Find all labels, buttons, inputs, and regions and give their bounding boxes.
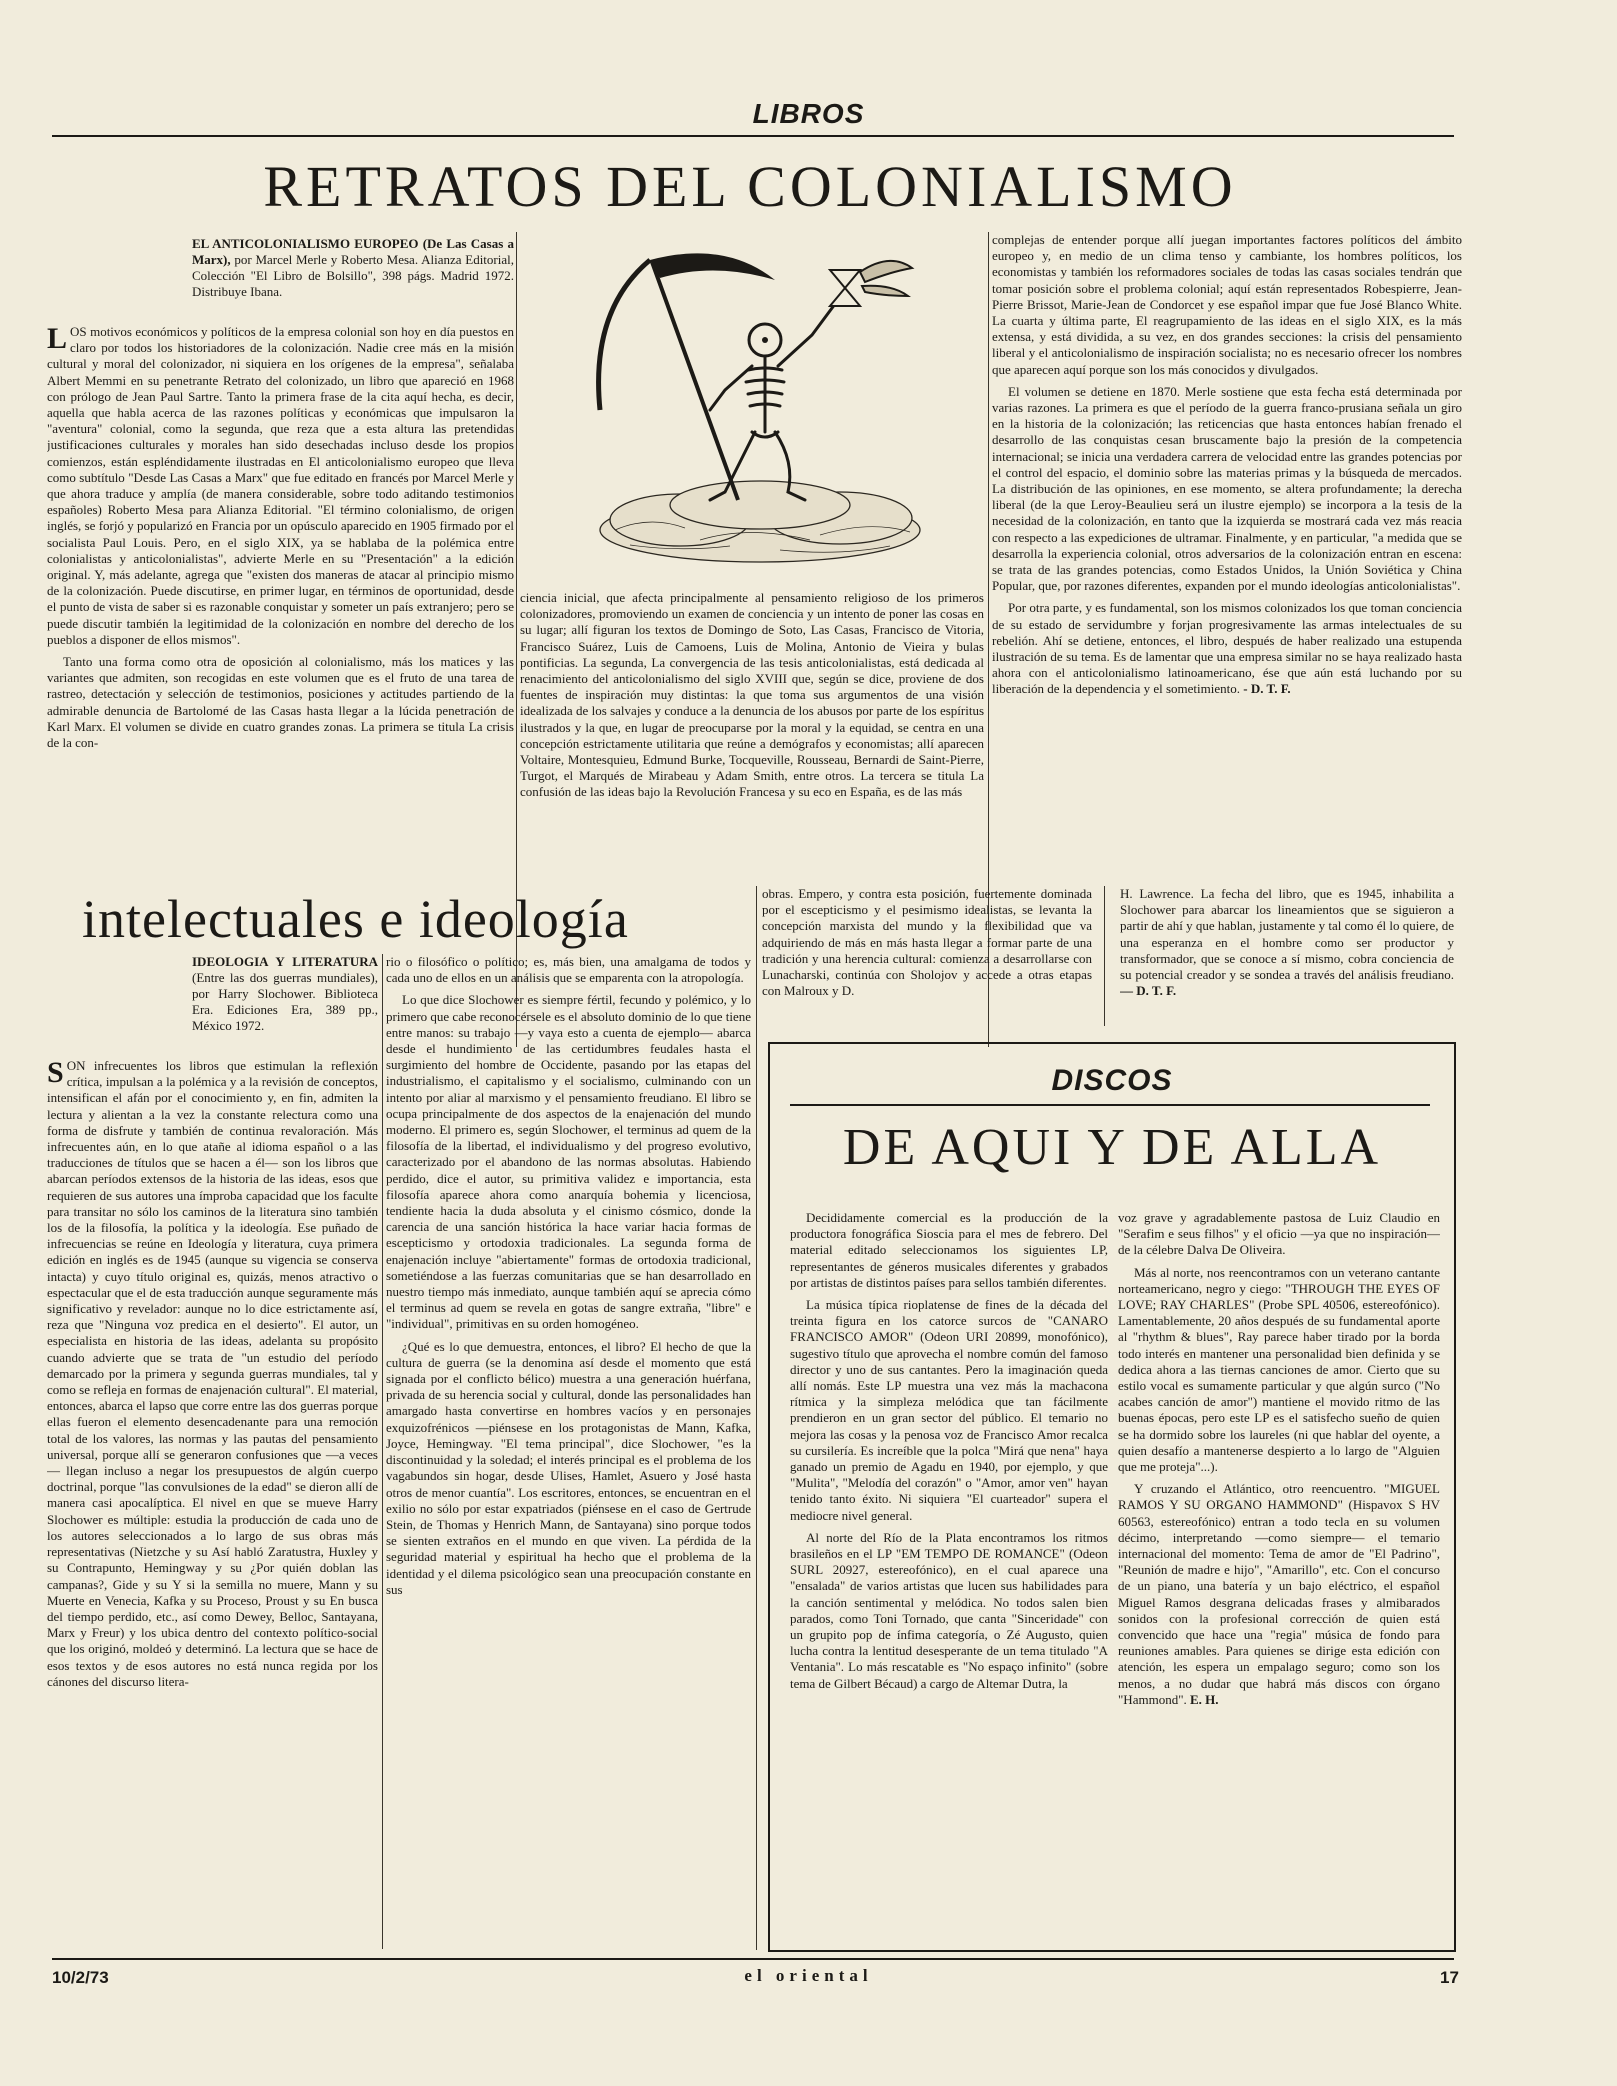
article2-column-2 bbox=[386, 954, 751, 1950]
column-divider bbox=[382, 954, 383, 1949]
column-divider bbox=[1104, 886, 1105, 1026]
discos-col1-paragraph-3: Al norte del Río de la Plata encontramos los ritmos brasileños en el LP "EM TEMPO DE ROMANCE" (Odeon SURL 20927, estereofónico), en el cual aparece una "ensalada" de varios artistas que lucen sus habilidades para la canción sentimental y melódica. No todos salen bien parados, como Toni Tornado, que canta "Sinceridade" con un grupito pop de ínfima categoría, o Zé Augusto, quien lucha contra la lentitud desesperante de un tema titulado "A Ventania". Lo más rescatable es "No espaço infinito" (sobre tema de Gilbert Bécaud) a cargo de Altemar Dutra, la bbox=[790, 1529, 1108, 1691]
article2-headline: intelectuales e ideología bbox=[82, 889, 629, 949]
discos-section-label: DISCOS bbox=[1051, 1064, 1173, 1097]
discos-col1-paragraph-2: La música típica rioplatense de fines de la década del treinta figura en los catorce surcos de "CANARO FRANCISCO AMOR" (Odeon URI 20899, monofónico), sugestivo título que aprovecha el nombre común del famoso director y uno de sus cantantes. Pero la imaginación queda allí nomás. Este LP muestra una vez más la machacona rítmica y la simpleza melódica que tan fácilmente prendieron en un gran sector del público. El temario no mejora las cosas y la penosa voz de Francisco Amor recalca su cursilería. Es increíble que la polca "Mirá que nena" haya ganado un premio de Agadu en 1940, por ejemplo, y que "Mulita", "Melodía del corazón" o "Amor, amor ven" hayan tenido tanto éxito. Ni siquiera "El cuarteador" supera el mediocre nivel general. bbox=[790, 1297, 1108, 1523]
discos-column-1 bbox=[790, 1210, 1108, 1940]
discos-col2-paragraph-1: voz grave y agradablemente pastosa de Luiz Claudio en "Serafim e seus filhos" y el oficio —ya que no inspiración— de la célebre Dalva De Oliveira. bbox=[1118, 1210, 1440, 1258]
footer-publication: el oriental bbox=[744, 1966, 873, 1985]
article1-bib-rest: por Marcel Merle y Roberto Mesa. Alianza Editorial, Colección "El Libro de Bolsillo", 398 págs. Madrid 1972. Distribuye Ibana. bbox=[192, 252, 514, 299]
discos-column-2 bbox=[1118, 1210, 1440, 1940]
footer-date: 10/2/73 bbox=[52, 1968, 109, 1987]
article2-col4-paragraph-1: H. Lawrence. La fecha del libro, que es 1945, inhabilita a Slochower para abarcar los lineamientos que se siguieron a partir de ahí y que hablan, justamente y tal como él lo quiere, de una esperanza en el hombre como ser productor y transformador, que se conoce a sí mismo, cobra conciencia de su potencial creador y se sondea a través del análisis freudiano. — D. T. F. bbox=[1120, 886, 1454, 999]
skeleton-scythe-illustration-icon bbox=[520, 200, 1012, 580]
article1-col2-paragraph-1: ciencia inicial, que afecta principalmente al pensamiento religioso de los primeros colonizadores, promoviendo un examen de conciencia y un intento de poner las cosas en su lugar; allí figuran los textos de Domingo de Soto, Las Casas, Francisco de Vitoria, Francisco Suárez, Luis de Camoens, Luis de Molina, Antonio de Vieira y bulas pontificias. La segunda, La convergencia de las tesis anticolonialistas, está dedicada al renacimiento del anticolonialismo del siglo XVIII que, según se dice, proviene de dos fuentes de inspiración muy distintas: la que toma sus argumentos de una visión idealizada de los salvajes y conduce a la denuncia de los abusos por parte de los espíritus ilustrados y la que, en lugar de preocuparse por la moral y la equidad, se centra en una concepción estrictamente utilitaria que reúne a demógrafos y economistas; allí aparecen Voltaire, Montesquieu, Edmund Burke, Tocqueville, Rousseau, Bernardi de Saint-Pierre, Turgot, el Marqués de Mirabeau y Adam Smith, entre otros. La tercera se titula La confusión de las ideas bajo la Revolución Francesa y su eco en España, es de las más bbox=[520, 590, 984, 800]
discos-headline: DE AQUI Y DE ALLA bbox=[842, 1119, 1382, 1176]
article1-col3-paragraph-1: complejas de entender porque allí juegan importantes factores políticos del ámbito europeo y, en medio de un clima tenso y cambiante, los hombres políticos, los economistas y también los reformadores sociales de todas las casas sociales tendrán que tomar posición sobre el problema colonial; aquí están representados Robespierre, Jean-Pierre Brissot, Marie-Jean de Condorcet y ese español impar que fue José Blanco White. La cuarta y última parte, El reagrupamiento de las ideas en el siglo XIX, es la más extensa, y está dividida, a su vez, en dos grandes secciones: la crisis del pensamiento liberal y el anticolonialismo de inspiración socialista; no es necesario ofrecer los nombres que aparecen aquí porque son los más conocidos y divulgados. bbox=[992, 232, 1462, 377]
article2-column-1 bbox=[47, 1058, 378, 1950]
dropcap-s: S bbox=[47, 1058, 64, 1089]
footer-page-number: 17 bbox=[1440, 1968, 1459, 1987]
article2-col2-paragraph-1: rio o filosófico o político; es, más bien, una amalgama de todos y cada uno de ellos en un análisis que se emparenta con la atropología. bbox=[386, 954, 751, 986]
section-label-libros: LIBROS bbox=[752, 98, 865, 129]
article2-col2-paragraph-3: ¿Qué es lo que demuestra, entonces, el libro? El hecho de que la cultura de guerra (se la denomina así desde el momento que está signada por el conflicto bélico) muestra a una generación huérfana, privada de su herencia social y cultural, donde las personalidades han amargado hasta convertirse en hombres vacíos y en personajes exquizofrénicos —piénsese en los protagonistas de Mann, Kafka, Joyce, Hemingway. "El tema principal", dice Slochower, "es la discontinuidad y la soledad; el interés principal es el problema de los vagabundos sin hogar, desde Ulises, Hamlet, Asuero y José hasta otros de menor cuantía". Los escritores, entonces, se encuentran en el exilio no sólo por estar expatriados (piénsese en el caso de Gertrude Stein, de Thomas y Henrich Mann, de Santayana) sino porque todos se sienten extraños en el mundo en que viven. La pérdida de la seguridad material y espiritual ha hecho que el problema de la identidad y el dilema psicológico sean una preocupación constante en sus bbox=[386, 1338, 751, 1597]
article1-col3-paragraph-3: Por otra parte, y es fundamental, son los mismos colonizados los que toman conciencia de su estado de servidumbre y forjan progresivamente las armas intelectuales de su rebelión. Ahí se detiene, entonces, el libro, después de haber realizado una estupenda ilustración de su tema. Es de lamentar que una empresa similar no se haya realizado hasta ahora con el anticolonialismo latinoamericano, ése que aún está luchando por su liberación de la dependencia y el sometimiento. - D. T. F. bbox=[992, 600, 1462, 697]
article2-bib-title: IDEOLOGIA Y LITERATURA bbox=[192, 954, 378, 969]
article2-col3-paragraph-1: obras. Empero, y contra esta posición, fuertemente dominada por el escepticismo y el pesimismo idealistas, se levanta la concepción marxista del mundo y la flexibilidad que va adquiriendo de más en más hasta llegar a formar parte de una tradición y una herencia cultural: comienza a desarrollarse con Lunacharski, continúa con Sholojov y accede a otras etapas con Malroux y D. bbox=[762, 886, 1092, 999]
article1-bibliography bbox=[192, 236, 514, 314]
column-divider bbox=[756, 886, 757, 1950]
article1-signature: - D. T. F. bbox=[1243, 681, 1291, 697]
article1-col1-paragraph-2: Tanto una forma como otra de oposición al colonialismo, más los matices y las variantes que admiten, son recogidas en este volumen que es el fruto de una tarea de rastreo, detectación y selección de testimonios, posiciones y actitudes partiendo de la admirable denuncia de Bartolomé de las Casas hasta llegar a la lúcida penetración de Karl Marx. El volumen se divide en cuatro grandes zonas. La primera se titula La crisis de la con- bbox=[47, 654, 514, 751]
discos-col1-paragraph-1: Decididamente comercial es la producción de la productora fonográfica Sioscia para el mes de febrero. Del material editado seleccionamos los siguientes LP, representantes de géneros musicales diferentes y grabados por artistas de distintos países para sellos también diferentes. bbox=[790, 1210, 1108, 1290]
article2-column-3 bbox=[762, 886, 1092, 1024]
footer-rule bbox=[52, 1958, 1454, 1960]
article2-bibliography bbox=[192, 954, 378, 1049]
article2-bib-rest: (Entre las dos guerras mundiales), por Harry Slochower. Biblioteca Era. Ediciones Era, 389 pp., México 1972. bbox=[192, 970, 378, 1033]
article2-col2-paragraph-2: Lo que dice Slochower es siempre fértil, fecundo y polémico, y lo primero que cabe reconocérsele es el absoluto dominio de lo que tiene entre manos: su trabajo —y vaya esto a cuenta de ejemplo— abarca desde el hundimiento de las certidumbres feudales hasta el surgimiento del hombre de Occidente, pasando por las etapas del industrialismo, el capitalismo y el socialismo, culminando con un intento por aliar al marxismo y el pensamiento freudiano. El libro se ocupa principalmente de dos aspectos de la enajenación del mundo moderno. El primero es, según Slochower, el terminus ad quem de la filosofía de la libertad, el individualismo y del progreso evolutivo, caracterizado por el abandono de las normas absolutas. Habiendo perdido, dice el autor, su primitiva validez e importancia, esta filosofía aparece ahora como anarquía bohemia y licenciosa, tendiente hacia la duda absoluta y el cinismo cósmico, donde la carencia de una sanción histórica la hace variar hacia formas de escepticismo y ortodoxia tradicionales. La segunda forma de enajenación incluye "abiertamente" formas de ortodoxia tradicional, sometiéndose a las fuerzas comunitarias que se han desarrollado en nuestro tiempo más inmediato, aunque también aquí se aprecia cómo el terminus ad quem se revela en gotas de sangre extraña, "libre" e "individual", primitivas en su orden homogéneo. bbox=[386, 992, 751, 1332]
discos-col2-paragraph-3: Y cruzando el Atlántico, otro reencuentro. "MIGUEL RAMOS Y SU ORGANO HAMMOND" (Hispavox S HV 60563, estereofónico) entran a todo tecla en su volumen décimo, interpretando —como siempre— el temario internacional del momento: Tema de amor de "El Padrino", "Reunión de madre e hijo", "Amarillo", etc. Con el concurso de un piano, una batería y un bajo eléctrico, el español Miguel Ramos desgrana delicadas frases y almibarados sonidos con la profesional corrección de quien está convencido que hace una "regia" música de fondo para reuniones amables. Para quienes se dirige esta edición con atención, les espera un empalago seguro; como son los menos, a no dudar que habrá más discos con órgano "Hammond". E. H. bbox=[1118, 1481, 1440, 1707]
discos-col2-paragraph-2: Más al norte, nos reencontramos con un veterano cantante norteamericano, negro y ciego: "THROUGH THE EYES OF LOVE; RAY CHARLES" (Probe SPL 40506, estereofónico). Lamentablemente, 20 años después de su fundamental aporte al "rhythm & blues", Ray parece haber tirado por la borda todo interés en mantener una personalidad bien definida y se dedica ahora a las tiernas canciones de amor. Cierto que su estilo vocal es sumamente particular y que algún surco ("No acabes canción de amor") mantiene el movido ritmo de las buenas épocas, pero este LP es el satisfecho sueño de quien se ha dormido sobre los laureles (ni que hablar del oyente, a quien desafío a mantenerse despierto a lo largo de "Alguien que me proteja"...). bbox=[1118, 1264, 1440, 1475]
article1-bib-title: EL ANTICOLONIALISMO EUROPEO (De Las Casas a Marx), bbox=[192, 236, 514, 267]
discos-signature: E. H. bbox=[1190, 1691, 1219, 1707]
top-rule bbox=[52, 135, 1454, 137]
discos-rule bbox=[790, 1104, 1430, 1106]
article2-signature: — D. T. F. bbox=[1120, 983, 1177, 999]
article2-col1-paragraph-1: SON infrecuentes los libros que estimulan la reflexión crítica, impulsan a la polémica y a la revisión de conceptos, intensifican el afán por el conocimiento y, en fin, admiten la lectura y alientan a la vez la constante relectura como una forma de disfrute y también de continua revaloración. Más infrecuentes aún, en lo que atañe al idioma español o a las traducciones de títulos que se hacen a él— son los libros que abarcan períodos extensos de la historia de las ideas, esos que requieren de sus autores una ímproba capacidad que los faculte para transitar no sólo los caminos de la literatura sino también los de la filosofía, la política y la ideología. Ese puñado de infrecuencias se reúne en Ideología y literatura, cuya primera edición en inglés es de 1945 (aunque su vigencia se conserva intacta) y cuyo título original es, quizás, menos atractivo o espectacular que el de esta traducción aunque seguramente más significativo y revelador: aunque no lo dice estrictamente así, reza que "Ninguna voz predica en el desierto". El autor, un especialista en historia de las ideas, adelanta su propósito cuando advierte que se trata de "un estudio del período demarcado por la primera y segunda guerras mundiales, tal y como se refleja en formas de enajenación cultural". El material, entonces, abarca el lapso que corre entre las dos guerras porque ellas fueron el elemento desencadenante para una remoción total de los valores, las normas y las pautas del pensamiento universal, porque allí se generaron confusiones que —a veces— llegan incluso a negar los presupuestos de algún cuerpo doctrinal, porque "las convulsiones de la edad" se dieron allí de manera casi apocalíptica. El nivel en que se mueve Harry Slochower es múltiple: estudia la producción de cada uno de los autores seleccionados a lo largo de sus obras más representativas (Nietzche y su Así habló Zaratustra, Huxley y su Contrapunto, Hemingway y su ¿Por quién doblan las campanas?, Gide y su Y si la semilla no muere, Mann y su Muerte en Venecia, Kafka y su Proceso, Proust y su En busca del tiempo perdido, etc., así como Dewey, Belloc, Santayana, Marx y Freur) y los ubica dentro del contexto político-social que los originó, moldeó y determinó. La lectura que se hace de esos textos y de esos autores no está nunca regida por los cánones del discurso litera- bbox=[47, 1058, 378, 1689]
dropcap-l: L bbox=[47, 324, 68, 355]
article2-column-4 bbox=[1120, 886, 1454, 1024]
article1-headline: RETRATOS DEL COLONIALISMO bbox=[263, 154, 1237, 219]
article1-col3-paragraph-2: El volumen se detiene en 1870. Merle sostiene que esta fecha está determinada por varias razones. La primera es que el período de la guerra franco-prusiana señala un giro en la historia de la colonización; las reticencias que hasta entonces habían frenado el desarrollo de las conquistas cesan bruscamente bajo la presión de la competencia internacional; se inicia una verdadera carrera de velocidad entre las grandes potencias por el control del espacio, el dominio sobre las materias primas y la búsqueda de mercados. La distribución de las opiniones, en ese momento, se altera profundamente; la derecha liberal (de la que Leroy-Beaulieu será un ilustre ejemplo) se incorpora a la tesis de la necesidad de la colonización, en tanto que la izquierda se mostrará cada vez más reacia con respecto a las expediciones de ultramar. Finalmente, y en particular, "a medida que se desarrolla la experiencia colonial, otros adversarios de la colonización entran en escena: se trata de las grandes potencias, como Estados Unidos, la Unión Soviética y China Popular, que, por razones diferentes, expanden por el mundo ideologías anticolonialistas". bbox=[992, 383, 1462, 594]
article1-col1-paragraph-1: LOS motivos económicos y políticos de la empresa colonial son hoy en día puestos en claro por todos los historiadores de la colonización. Nadie cree más en la misión cultural y moral del colonizador, ni siquiera en los orígenes de la empresa", señalaba Albert Memmi en su penetrante Retrato del colonizado, un libro que apareció en 1968 con prólogo de Jean Paul Sartre. Tanto la primera frase de la cita aquí hecha, es decir, aquella que habla acerca de las razones políticas y económicas que impulsaron la "aventura" colonial, como la segunda, que reza que a esta altura las pretendidas justificaciones culturales y morales han sido desechadas incluso desde los propios comienzos, están espléndidamente ilustradas en El anticolonialismo europeo que lleva como subtítulo "Desde Las Casas a Marx" que fue editado en francés por Marcel Merle y que ahora traduce y amplía (de manera considerable, sobre todo aditando testimonios españoles) Roberto Mesa para Alianza Editorial. "El término colonialismo, de origen inglés, se forjó y popularizó en Francia por un opúsculo aparecido en 1905 firmado por el socialista Paul Louis. Pero, en el siglo XIX, ya se hablaba de la polémica entre colonialistas y anticolonialistas", advierte Merle en su "Presentación" a la edición original. Y, más adelante, agrega que "existen dos maneras de atacar al principio mismo de la colonización. Puede discutirse, en primer lugar, en términos de oportunidad, desde el punto de vista de saber si es razonable conquistar y someter un país extranjero; pero se puede discutir también la legitimidad de la colonización en nombre del derecho de los pueblos a disponer de ellos mismos". bbox=[47, 324, 514, 647]
